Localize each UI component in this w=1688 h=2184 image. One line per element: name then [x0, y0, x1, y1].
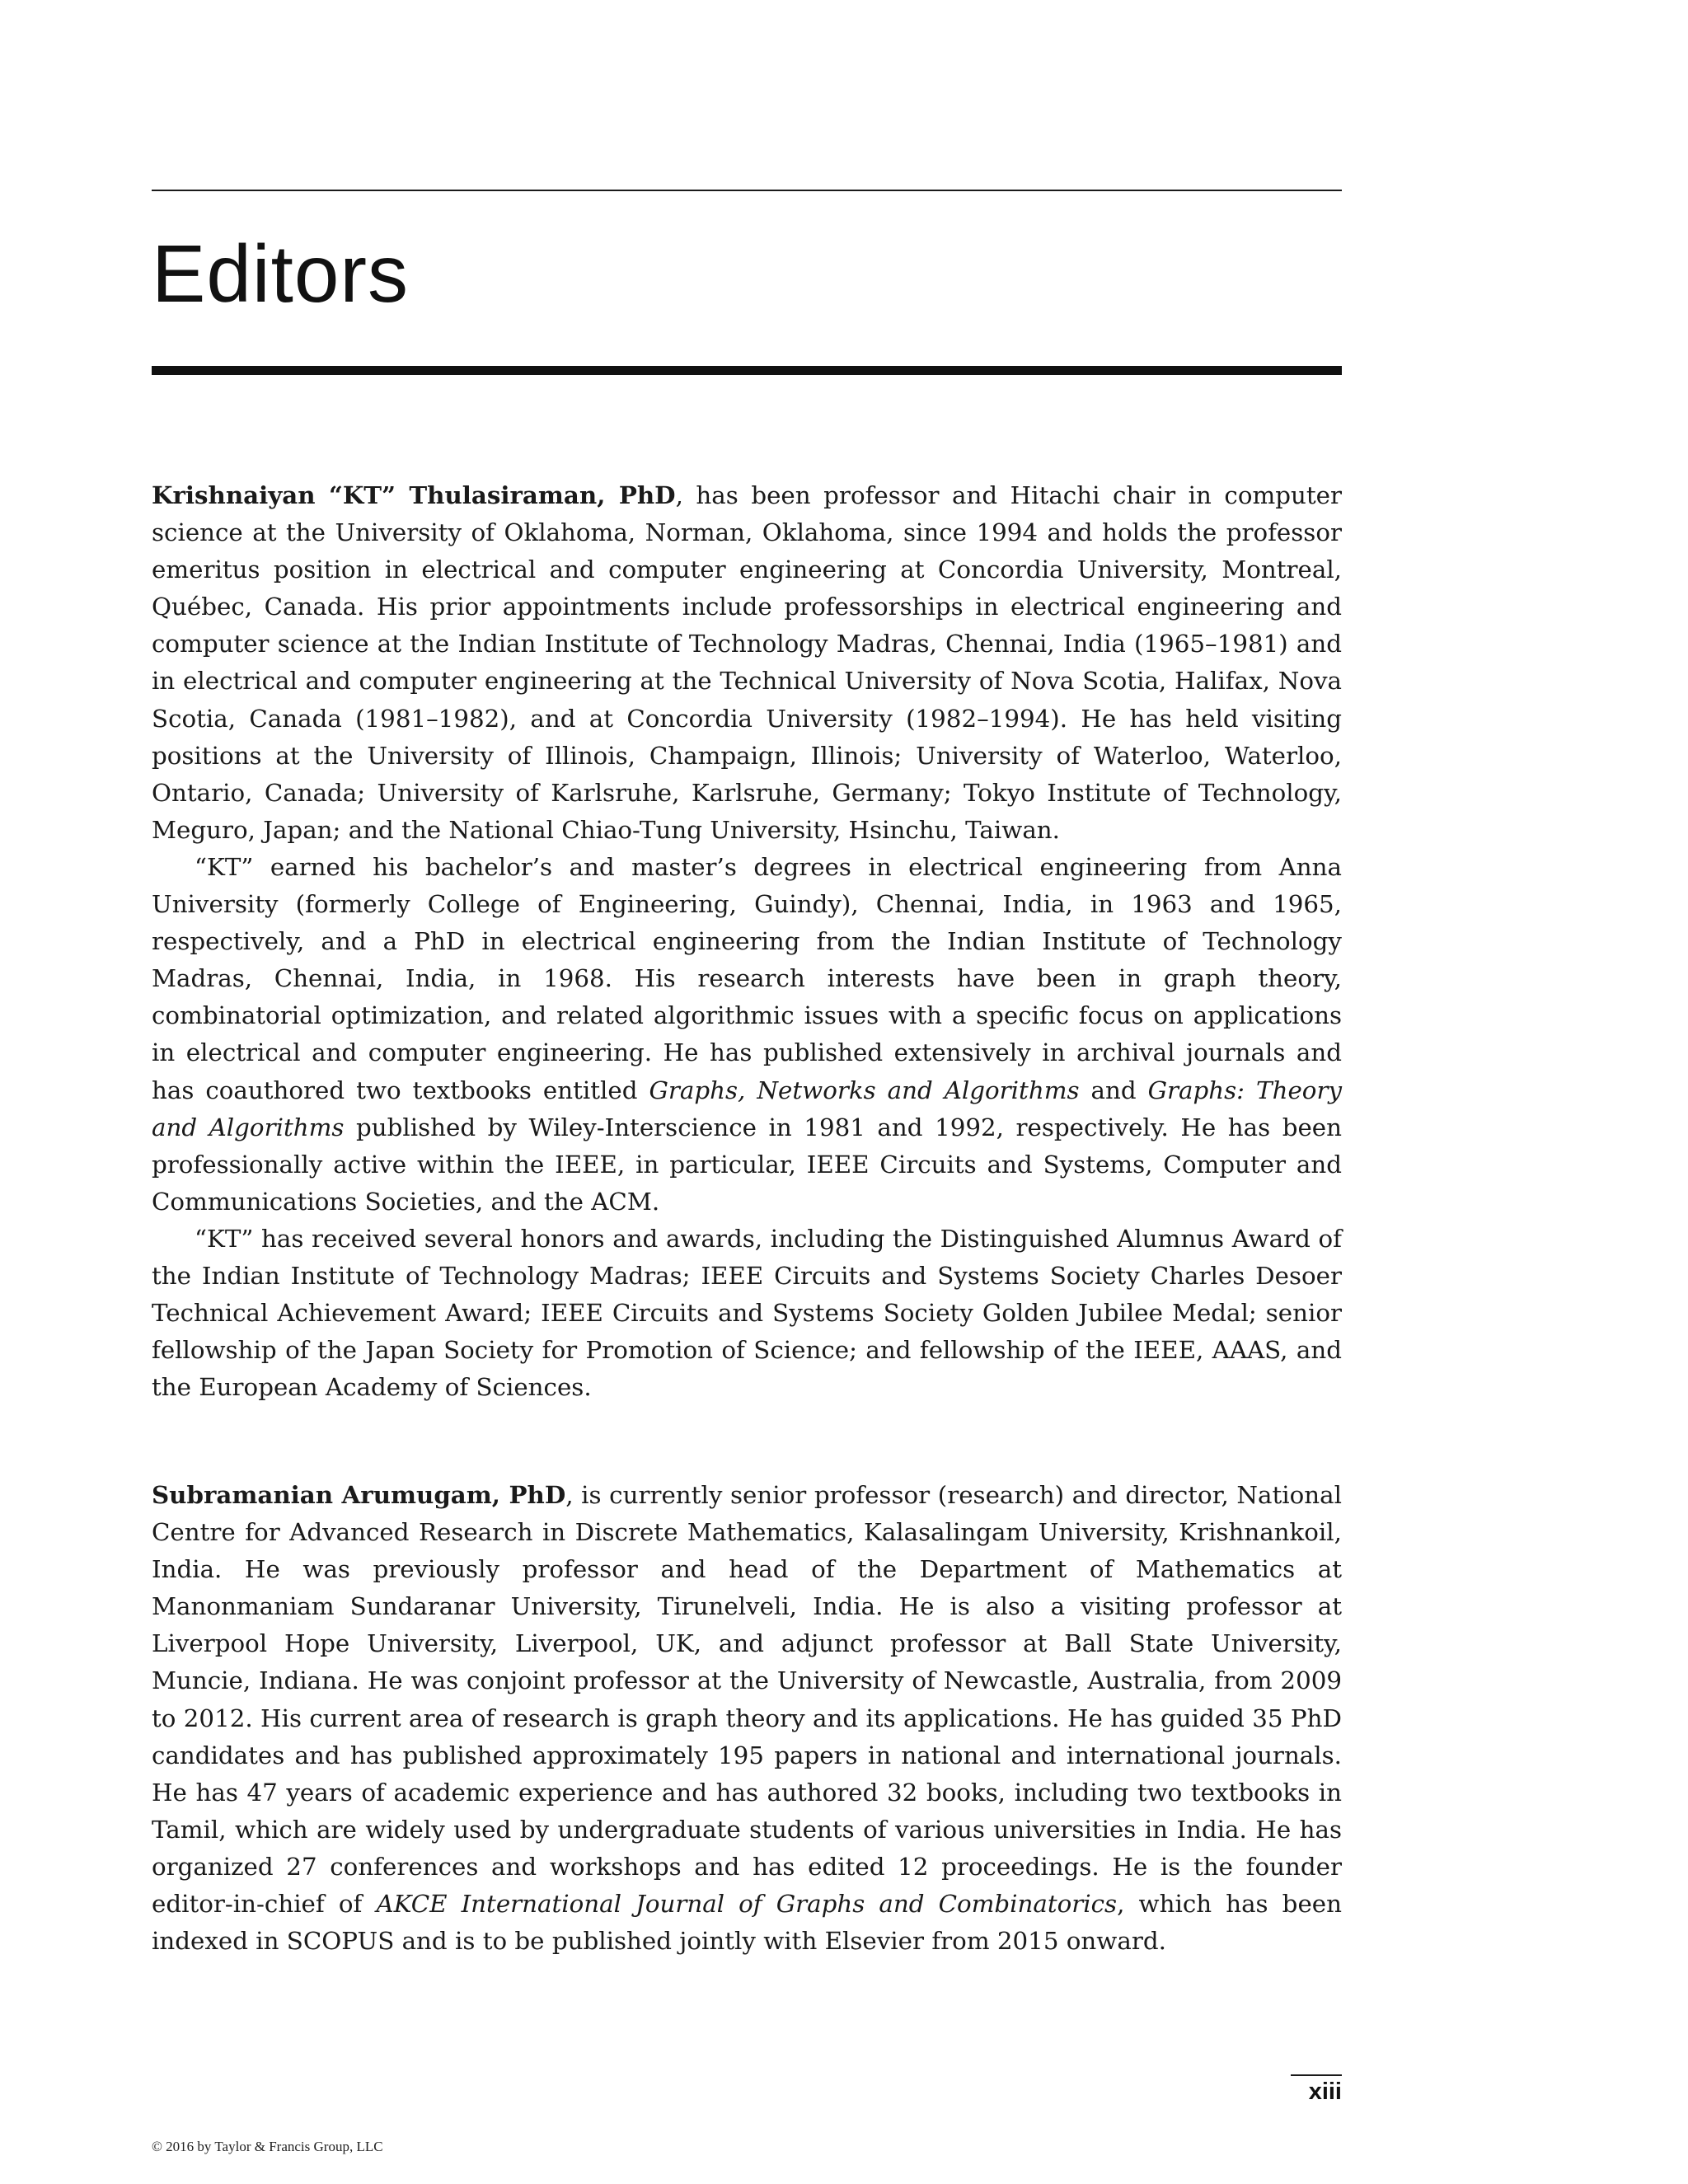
editor-bio-thulasiraman — [152, 476, 1342, 1406]
chapter-title: Editors — [152, 228, 410, 319]
bio-text: “KT” earned his bachelor’s and master’s degrees in electrical engineering from Anna University (formerly College of Engineering, Guindy), Chennai, India, in 1963 and 1965, respectively, and a PhD in electrical engineering from the Indian Institute of Technology Madras, Chennai, India, in 1968. His research interests have been in graph theory, combinatorial optimization, and related algorithmic issues with a specific focus on applications in electrical and computer engineering. He has published extensively in archival journals and has coauthored two textbooks entitled — [152, 852, 1342, 1104]
top-rule — [152, 190, 1342, 191]
page-number: xiii — [1308, 2079, 1342, 2105]
bio-paragraph — [152, 1476, 1342, 1960]
bio-paragraph — [152, 1221, 1342, 1406]
folio-rule — [1291, 2074, 1342, 2076]
bio-text: and — [1079, 1076, 1148, 1104]
book-title: Graphs, Networks and Algorithms — [649, 1076, 1080, 1104]
editor-name: Krishnaiyan “KT” Thulasiraman, PhD — [152, 480, 676, 509]
bio-paragraph — [152, 849, 1342, 1221]
bio-text: “KT” has received several honors and awards, including the Distinguished Alumnus Award of the Indian Institute of Technology Madras; IEEE Circuits and Systems Society Charles Desoer Technical Achievement Award; IEEE Circuits and Systems Society Golden Jubilee Medal; senior fellowship of the Japan Society for Promotion of Science; and fellowship of the IEEE, AAAS, and the European Academy of Sciences. — [152, 1224, 1342, 1402]
bio-text: , is currently senior professor (research) and director, National Centre for Advanced Research in Discrete Mathematics, Kalasalingam University, Krishnankoil, India. He was previously professor and head of the Department of Mathematics at Manonmaniam Sundaranar University, Tirunelveli, India. He is also a visiting professor at Liverpool Hope University, Liverpool, UK, and adjunct professor at Ball State University, Muncie, Indiana. He was conjoint professor at the University of Newcastle, Australia, from 2009 to 2012. His current area of research is graph theory and its applications. He has guided 35 PhD candidates and has published approximately 195 papers in national and international journals. He has 47 years of academic experience and has authored 32 books, including two textbooks in Tamil, which are widely used by undergraduate students of various universities in India. He has organized 27 conferences and workshops and has edited 12 proceedings. He is the founder editor-in-chief of — [152, 1481, 1342, 1919]
journal-title: AKCE International Journal of Graphs and Combinatorics — [376, 1890, 1118, 1919]
book-title: Graphs: Theory and Algorithms — [152, 1076, 1343, 1141]
editor-name: Subramanian Arumugam, PhD — [152, 1480, 566, 1509]
bio-text: published by Wiley-Interscience in 1981 and 1992, respectively. He has been professionally active within the IEEE, in particular, IEEE Circuits and Systems, Computer and Communications Societies, and the ACM. — [152, 1113, 1342, 1216]
editor-bio-arumugam — [152, 1476, 1342, 1960]
copyright-notice: © 2016 by Taylor & Francis Group, LLC — [152, 2139, 383, 2154]
bio-text: , which has been indexed in SCOPUS and is to be published jointly with Elsevier from 2015 onward. — [152, 1890, 1342, 1956]
bio-text: , has been professor and Hitachi chair in computer science at the University of Oklahoma, Norman, Oklahoma, since 1994 and holds the professor emeritus position in electrical and computer engineering at Concordia University, Montreal, Québec, Canada. His prior appointments include professorships in electrical engineering and computer science at the Indian Institute of Technology Madras, Chennai, India (1965–1981) and in electrical and computer engineering at the Technical University of Nova Scotia, Halifax, Nova Scotia, Canada (1981–1982), and at Concordia University (1982–1994). He has held visiting positions at the University of Illinois, Champaign, Illinois; University of Waterloo, Waterloo, Ontario, Canada; University of Karlsruhe, Karlsruhe, Germany; Tokyo Institute of Technology, Meguro, Japan; and the National Chiao-Tung University, Hsinchu, Taiwan. — [152, 481, 1342, 844]
title-underline-rule — [152, 366, 1342, 375]
bio-paragraph — [152, 476, 1342, 849]
